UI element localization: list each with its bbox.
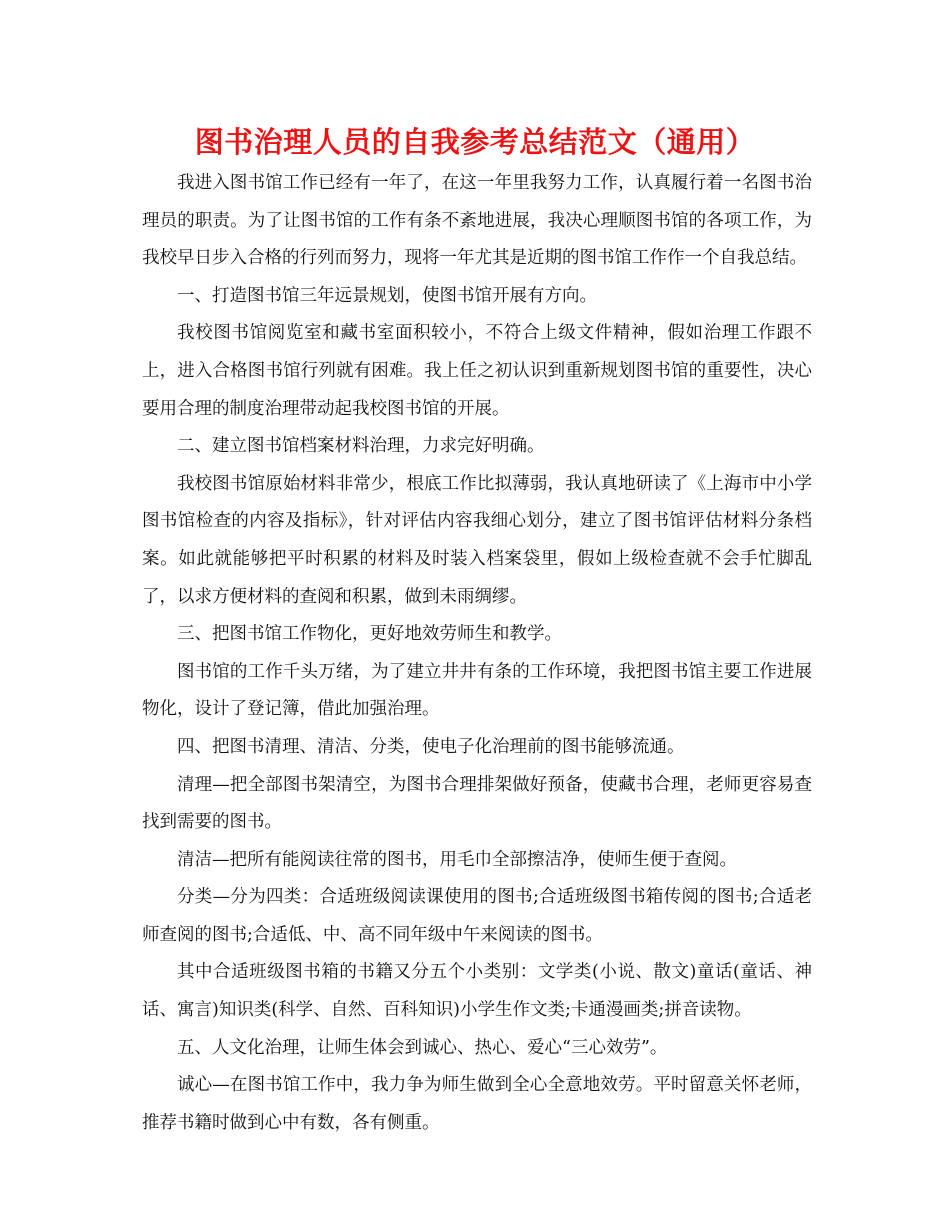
- paragraph: 我校图书馆阅览室和藏书室面积较小，不符合上级文件精神，假如治理工作跟不上，进入合格图书馆行列就有困难。我上任之初认识到重新规划图书馆的重要性，决心要用合理的制度治理带动起我校图书馆的开展。: [142, 323, 812, 419]
- paragraph: 图书馆的工作千头万绪，为了建立井井有条的工作环境，我把图书馆主要工作进展物化，设计了登记簿，借此加强治理。: [142, 661, 812, 720]
- section-heading-2: 二、建立图书馆档案材料治理，力求完好明确。: [177, 436, 545, 457]
- paragraph-intro: 我进入图书馆工作已经有一年了，在这一年里我努力工作，认真履行着一名图书治理员的职责。为了让图书馆的工作有条不紊地进展，我决心理顺图书馆的各项工作，为我校早日步入合格的行列而努力，现将一年尤其是近期的图书馆工作作一个自我总结。: [142, 173, 812, 269]
- paragraph: 清理—把全部图书架清空，为图书合理排架做好预备，使藏书合理，老师更容易查找到需要的图书。: [142, 774, 812, 833]
- document-body: [142, 165, 812, 1142]
- document-title: 图书治理人员的自我参考总结范文（通用）: [194, 125, 756, 159]
- paragraph: 清洁—把所有能阅读往常的图书，用毛巾全部擦洁净，使师生便于查阅。: [177, 849, 737, 870]
- section-heading-5: 五、人文化治理，让师生体会到诚心、热心、爱心“三心效劳”。: [177, 1037, 668, 1058]
- section-heading-4: 四、把图书清理、清洁、分类，使电子化治理前的图书能够流通。: [177, 736, 685, 757]
- paragraph: 我校图书馆原始材料非常少，根底工作比拟薄弱，我认真地研读了《上海市中小学图书馆检查的内容及指标》，针对评估内容我细心划分，建立了图书馆评估材料分条档案。如此就能够把平时积累的材料及时装入档案袋里，假如上级检查就不会手忙脚乱了，以求方便材料的查阅和积累，做到未雨绸缪。: [142, 473, 812, 607]
- section-heading-3: 三、把图书馆工作物化，更好地效劳师生和教学。: [177, 624, 562, 645]
- section-heading-1: 一、打造图书馆三年远景规划，使图书馆开展有方向。: [177, 285, 597, 306]
- paragraph: 诚心—在图书馆工作中，我力争为师生做到全心全意地效劳。平时留意关怀老师，推荐书籍时做到心中有数，各有侧重。: [142, 1075, 812, 1133]
- paragraph: 分类—分为四类：合适班级阅读课使用的图书;合适班级图书箱传阅的图书;合适老师查阅的图书;合适低、中、高不同年级中午来阅读的图书。: [142, 887, 812, 945]
- paragraph: 其中合适班级图书箱的书籍又分五个小类别：文学类(小说、散文)童话(童话、神话、寓言)知识类(科学、自然、百科知识)小学生作文类;卡通漫画类;拼音读物。: [142, 962, 812, 1021]
